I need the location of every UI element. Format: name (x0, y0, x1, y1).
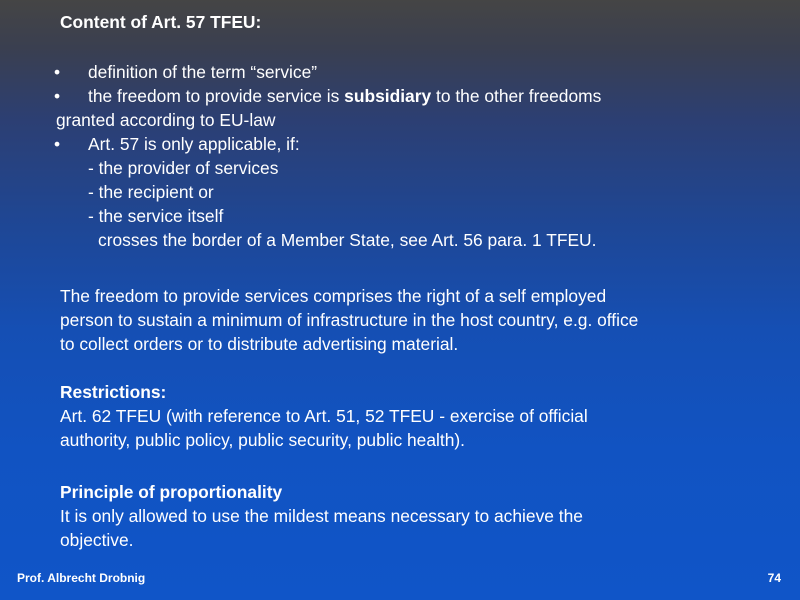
proportionality-section (60, 480, 778, 552)
bullet-item-applicability (38, 132, 778, 156)
bullet-text: definition of the term “service” (88, 62, 318, 82)
restrictions-heading: Restrictions: (60, 382, 167, 402)
bullet-text-bold: subsidiary (344, 86, 432, 106)
paragraph-line: The freedom to provide services comprises the right of a self employed (60, 286, 607, 306)
bullet-marker: • (54, 86, 61, 106)
paragraph-line: person to sustain a minimum of infrastructure in the host country, e.g. office (60, 310, 639, 330)
restrictions-line: Art. 62 TFEU (with reference to Art. 51, 52 TFEU - exercise of official (60, 406, 588, 426)
bullet-text-after: to the other freedoms (431, 86, 602, 106)
bullet-continuation: granted according to EU-law (56, 110, 276, 130)
sub-item-continuation: crosses the border of a Member State, see Art. 56 para. 1 TFEU. (98, 230, 597, 250)
sub-item-recipient: - the recipient or (88, 182, 214, 202)
bullet-marker: • (54, 62, 61, 82)
bullet-text: Art. 57 is only applicable, if: (88, 134, 300, 154)
sub-item-provider: - the provider of services (88, 158, 279, 178)
proportionality-line: objective. (60, 530, 134, 550)
sub-item-service: - the service itself (88, 206, 224, 226)
paragraph-line: to collect orders or to distribute advertising material. (60, 334, 459, 354)
bullet-item-service-definition (38, 60, 778, 84)
bullet-item-subsidiary (38, 84, 778, 108)
page-number: 74 (767, 571, 781, 585)
bullet-list (38, 60, 778, 252)
bullet-text-before: the freedom to provide service is (88, 86, 345, 106)
restrictions-section (60, 380, 778, 452)
slide-title: Content of Art. 57 TFEU: (60, 12, 262, 32)
proportionality-heading: Principle of proportionality (60, 482, 283, 502)
bullet-text (88, 84, 601, 108)
bullet-marker: • (54, 134, 61, 154)
infrastructure-paragraph (60, 284, 778, 356)
restrictions-line: authority, public policy, public security, public health). (60, 430, 466, 450)
footer-author: Prof. Albrecht Drobnig (17, 571, 146, 585)
proportionality-line: It is only allowed to use the mildest means necessary to achieve the (60, 506, 583, 526)
